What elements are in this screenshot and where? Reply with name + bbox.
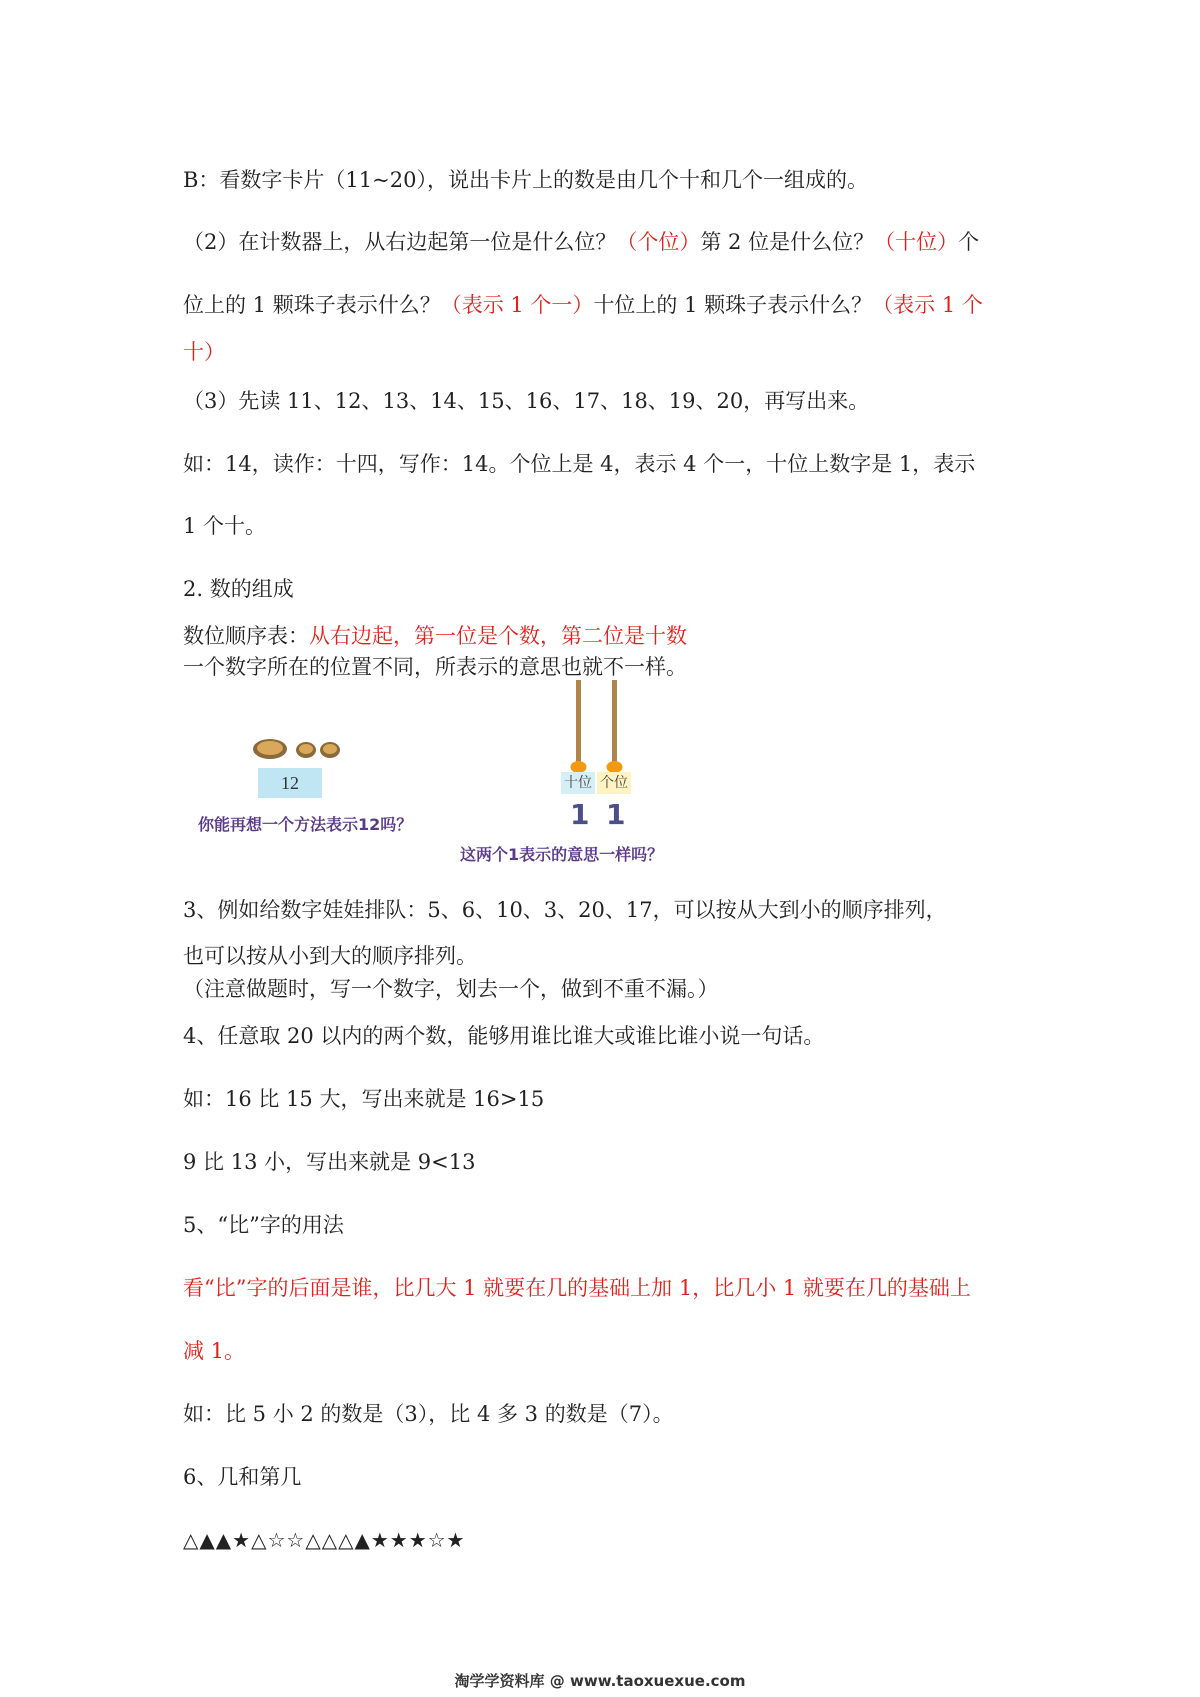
tens-digit: 1 [570,798,590,831]
text-span: （2）在计数器上，从右边起第一位是什么位？ [183,230,617,254]
text-line: 减 1。 [183,1339,246,1363]
text-line: 看“比”字的后面是谁，比几大 1 就要在几的基础上加 1，比几小 1 就要在几的基础上 [183,1276,971,1300]
text-span: 位上的 1 颗珠子表示什么？ [183,293,441,317]
text-line: （注意做题时，写一个数字，划去一个，做到不重不漏。） [183,977,719,1001]
answer-span: 从右边起，第一位是个数，第二位是十数 [309,624,687,648]
ones-digit: 1 [606,798,626,831]
answer-span: （表示 1 个一） [440,293,594,317]
text-line: 如：16 比 15 大，写出来就是 16>15 [183,1087,545,1111]
text-line: B：看数字卡片（11~20），说出卡片上的数是由几个十和几个一组成的。 [183,168,868,192]
section-heading: 6、几和第几 [183,1465,302,1489]
bean-large-highlight [257,741,283,755]
shape-sequence: △▲▲★△☆☆△△△▲★★★☆★ [183,1528,466,1552]
text-span: 个 [958,230,980,254]
answer-span: （表示 1 个 [872,293,983,317]
text-line [183,228,979,256]
text-span: 第 2 位是什么位？ [700,230,875,254]
section-heading: 2. 数的组成 [183,577,294,601]
text-span: 数位顺序表： [183,624,309,648]
figure-question: 这两个1表示的意思一样吗？ [460,845,664,864]
bean-small-highlight [323,744,337,754]
ones-place-label: 个位 [597,772,631,794]
abacus-rods [560,680,630,775]
tens-place-label: 十位 [561,772,595,794]
text-line: 如：比 5 小 2 的数是（3），比 4 多 3 的数是（7）。 [183,1402,674,1426]
answer-span: （个位） [616,230,701,254]
text-line: （3）先读 11、12、13、14、15、16、17、18、19、20，再写出来。 [183,389,870,413]
ones-rod [612,680,617,768]
text-line [183,622,687,650]
bean-small-highlight [299,744,313,754]
tens-rod [576,680,581,768]
text-line: 也可以按从小到大的顺序排列。 [183,944,477,968]
text-line [183,291,983,319]
text-line: 3、例如给数字娃娃排队：5、6、10、3、20、17，可以按从大到小的顺序排列， [183,898,947,922]
answer-span: （十位） [874,230,959,254]
number-card: 12 [258,768,322,798]
text-line: 如：14，读作：十四，写作：14。个位上是 4，表示 4 个一，十位上数字是 1，表示 [183,452,976,476]
text-line: 1 个十。 [183,514,267,538]
text-line: 十） [183,340,225,364]
beans-illustration [250,735,350,765]
text-line: 一个数字所在的位置不同，所表示的意思也就不一样。 [183,655,687,679]
figure-question: 你能再想一个方法表示12吗？ [198,815,413,834]
footer-watermark: 淘学学资料库 @ www.taoxuexue.com [454,1672,746,1690]
text-span: 十位上的 1 颗珠子表示什么？ [593,293,873,317]
text-line: 4、任意取 20 以内的两个数，能够用谁比谁大或谁比谁小说一句话。 [183,1024,825,1048]
section-heading: 5、“比”字的用法 [183,1213,344,1237]
text-line: 9 比 13 小，写出来就是 9<13 [183,1150,476,1174]
